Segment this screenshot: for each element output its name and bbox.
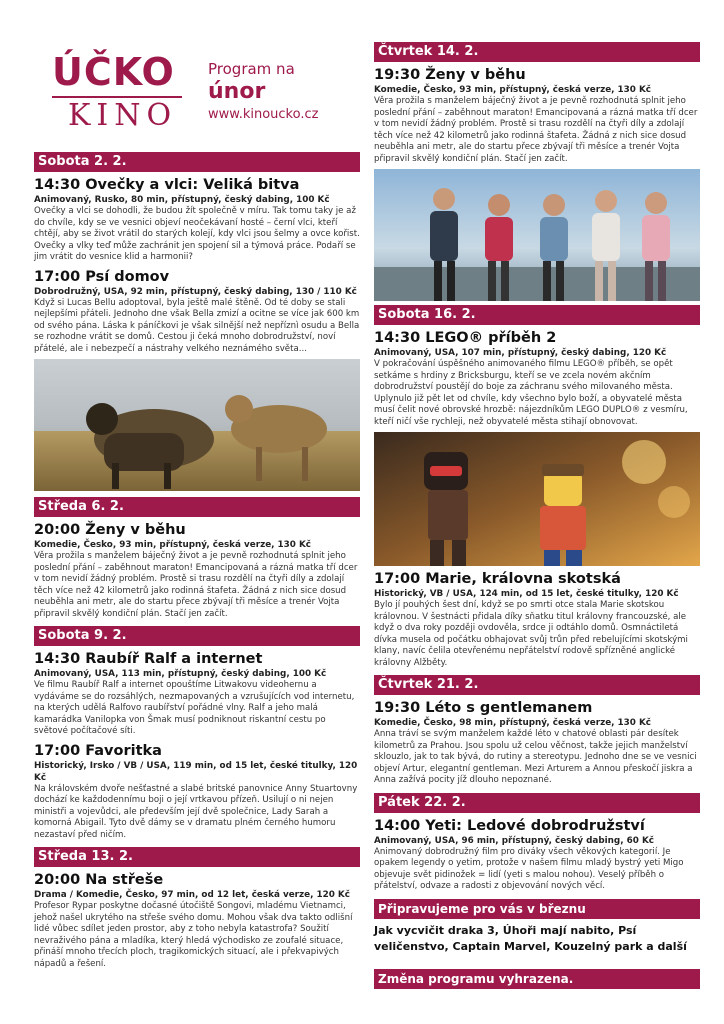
day-header: Sobota 9. 2.: [34, 626, 360, 646]
movie-title: 17:00 Marie, královna skotská: [374, 571, 621, 587]
runners-photo-image: [374, 169, 700, 301]
upcoming-list: Jak vycvičit draka 3, Úhoři mají nabito, Psí veličenstvo, Captain Marvel, Kouzelný park a další: [374, 923, 687, 953]
movie-entry: [34, 268, 360, 356]
movie-entry: [374, 570, 700, 669]
movie-entry: [374, 699, 700, 787]
movie-description: Animovaný dobrodružný film pro diváky všech věkových kategorií. Je opakem legendy o yetim, protože v našem filmu mladý bystrý yeti Migo objevuje svět pidinožek = lidí (yeti s malou nohou). Veselý příběh o přátelství, odvaze a radosti z objevování nových věcí.: [374, 846, 684, 891]
right-column: [374, 42, 700, 989]
ucko-kino-logo: [50, 48, 188, 140]
movie-meta: Historický, Irsko / VB / USA, 119 min, od 15 let, české titulky, 120 Kč: [34, 760, 358, 783]
lego-photo-image: [374, 432, 700, 566]
movie-meta: Historický, VB / USA, 124 min, od 15 let, české titulky, 120 Kč: [374, 589, 679, 599]
movie-title: 19:30 Léto s gentlemanem: [374, 700, 593, 716]
movie-meta: Komedie, Česko, 93 min, přístupný, česká verze, 130 Kč: [34, 540, 312, 550]
movie-entry: [34, 176, 360, 264]
movie-title: 20:00 Ženy v běhu: [34, 522, 186, 538]
movie-meta: Drama / Komedie, Česko, 97 min, od 12 let, česká verze, 120 Kč: [34, 890, 350, 900]
day-header: Středa 13. 2.: [34, 847, 360, 867]
movie-meta: Animovaný, Rusko, 80 min, přístupný, český dabing, 100 Kč: [34, 195, 330, 205]
movie-meta: Komedie, Česko, 93 min, přístupný, česká verze, 130 Kč: [374, 85, 652, 95]
movie-entry: [34, 650, 360, 738]
day-header: Čtvrtek 21. 2.: [374, 675, 700, 695]
movie-description: Na královském dvoře nešťastné a slabé britské panovnice Anny Stuartovny dochází ke každodennímu boji o její vrtkavou přízeň. Usilují o ni nejen ministři a vojevůdci, ale především její dvě společnice, Lady Sarah a komorná Abigail. Tyto dvě dámy se v dramatu plném černého humoru nezastaví před ničím.: [34, 783, 358, 840]
lego-photo: [374, 432, 700, 566]
movie-description: Ovečky a vlci se dohodli, že budou žít společně v míru. Tak tomu taky je až do chvíle, kdy se ve vesnici objeví neočekávaní hosté – černí vlci, kteří chtějí, aby se život vrátil do starých kolejí, kdy vlci jsou šelmy a ovce kořist. Ovečky a vlky teď může zachránit jen spojení sil a týmová práce. Podaří se jim vrátit do vesnice klid a harmonii?: [34, 206, 360, 262]
program-label: Program na: [208, 60, 295, 78]
movie-entry: [34, 742, 360, 842]
movie-entry: [374, 329, 700, 428]
logo-top-text: ÚČKO: [52, 50, 175, 94]
movie-title: 14:30 Raubíř Ralf a internet: [34, 651, 263, 667]
movie-title: 17:00 Psí domov: [34, 268, 170, 285]
upcoming-header: Připravujeme pro vás v březnu: [374, 899, 700, 919]
dogs-photo: [34, 359, 360, 491]
movie-entry: [34, 871, 360, 970]
movie-meta: Animovaný, USA, 113 min, přístupný, český dabing, 100 Kč: [34, 669, 327, 679]
movie-meta: Komedie, Česko, 98 min, přístupný, česká verze, 130 Kč: [374, 718, 652, 728]
movie-title: 17:00 Favoritka: [34, 742, 162, 759]
left-column: [34, 152, 360, 970]
logo-bottom-text: KINO: [68, 98, 178, 133]
movie-entry: [374, 817, 700, 893]
movie-description: Bylo jí pouhých šest dní, když se po smrti otce stala Marie skotskou královnou. V šestnácti přidala díky sňatku titul královny francouzské, ale když o dva roky později ovdověla, srdce ji odtáhlo domů. Osmnáctiletá dívka musela od počátku obhajovat svůj trůn před rebelujícími skotskými klany, navíc čelila otevřenému nepřátelství rodově spřízněné anglické královny Alžběty.: [374, 600, 688, 668]
movie-meta: Dobrodružný, USA, 92 min, přístupný, český dabing, 130 / 110 Kč: [34, 286, 357, 297]
day-header: Sobota 2. 2.: [34, 152, 360, 172]
movie-meta: Animovaný, USA, 107 min, přístupný, český dabing, 120 Kč: [374, 348, 667, 358]
runners-photo: [374, 169, 700, 301]
movie-title: 14:30 Ovečky a vlci: Veliká bitva: [34, 177, 300, 193]
movie-description: Když si Lucas Bellu adoptoval, byla ještě malé štěně. Od té doby se stali nejlepšími přáteli. Jednoho dne však Bella zmizí a ocitne se více jak 600 km od svého pána. Láska k páníčkovi je však silnější než nepříznì osudu a Bella se rozhodne vrátit se domů. Cestou ji čeká mnoho dobrodružství, noví přátelé, ale i nebezpečí a nástrahy velkého neznámého světa...: [34, 297, 360, 354]
movie-title: 14:00 Yeti: Ledové dobrodružství: [374, 817, 645, 834]
movie-description: Věra prožila s manželem báječný život a je pevně rozhodnutá splnit jeho poslední přání – zaběhnout maraton! Emancipovaná a rázná matka tří dcer v tom nevidí žádný problém. Prostě si trasu rozdělí na čtyři díly a zdolají těch více než 42 kilometrů jako rodinná štafeta. Žádná z nich sice dosud neuběhla ani metr, ale do startu přece zbývají tři měsíce a trenér Vojta připravil skvělý kondiční plán. Stačí jen začít.: [34, 551, 358, 619]
movie-description: Profesor Rypar poskytne dočasné útočiště Songovi, mladému Vietnamci, jehož našel ukrytého na střeše svého domu. Mohou však dva takto odlišní lidé vůbec sdílet jeden prostor, aby z toho nebyla katastrofa? Soužití nevraživého pána a mladíka, který hledá východisko ze zoufalé situace, přináší mnoho třecích ploch, tragikomických situací, ale i překvapivých nápadů a řešení.: [34, 901, 353, 969]
program-heading: [208, 60, 318, 124]
website-link[interactable]: www.kinoucko.cz: [208, 107, 319, 122]
page-header: [50, 48, 350, 140]
day-header: Pátek 22. 2.: [374, 793, 700, 813]
program-month: únor: [208, 79, 266, 104]
movie-description: Anna tráví se svým manželem každé léto v chatové oblasti pár desítek kilometrů za Prahou. Jsou spolu už celou věčnost, takže jejich manželství sklouzlo, jak to tak bývá, do rutiny a stereotypu. Jednoho dne se ve vesnici objeví Artur, elegantní gentleman. Mezi Arturem a Annou přeskočí jiskra a Anna zažívá pocity jíž dlouho nepoznané.: [374, 729, 697, 785]
day-header: Středa 6. 2.: [34, 497, 360, 517]
movie-title: 19:30 Ženy v běhu: [374, 67, 526, 83]
movie-description: V pokračování úspěšného animovaného filmu LEGO® příběh, se opět setkáme s hrdiny z Bricksburgu, kteří se ve zcela novém akčním dobrodružství poustějí do boje za záchranu svého milovaného města. Uplynulo již pět let od chvíle, kdy všechno bylo boží, a obyvatelé města musí čelit nové obrovské hrozbě: nájezdníkům LEGO DUPLO® z vesmíru, kteří ničí vše rychleji, než obyvatelé města stihají obnovovat.: [374, 359, 688, 427]
day-header: Sobota 16. 2.: [374, 305, 700, 325]
movie-entry: [374, 66, 700, 165]
movie-description: Ve filmu Raubíř Ralf a internet opouštíme Litwakovu videohernu a vydáváme se do rozsáhlých, nezmapovaných a vzrušujících vod internetu, na kterých udělá Ralfovo raubířství pořádné vlny. Ralf a jeho malá kamarádka Vanilopka von Šmak musí podniknout riskantní cestu po světové počítačové síti.: [34, 680, 355, 736]
movie-title: 20:00 Na střeše: [34, 872, 164, 888]
movie-entry: [34, 521, 360, 620]
movie-description: Věra prožila s manželem báječný život a je pevně rozhodnutá splnit jeho poslední přání – zaběhnout maraton! Emancipovaná a rázná matka tří dcer v tom nevidí žádný problém. Prostě si trasu rozdělí na čtyři díly a zdolají těch více než 42 kilometrů jako rodinná štafeta. Žádná z nich sice dosud neuběhla ani metr, ale do startu přece zbývají tři měsíce a trenér Vojta připravil skvělý kondiční plán. Stačí jen začít.: [374, 96, 698, 164]
movie-meta: Animovaný, USA, 96 min, přístupný, český dabing, 60 Kč: [374, 835, 654, 846]
program-change-notice: Změna programu vyhrazena.: [374, 969, 700, 989]
movie-title: 14:30 LEGO® příběh 2: [374, 330, 557, 346]
dogs-photo-image: [34, 359, 360, 491]
day-header: Čtvrtek 14. 2.: [374, 42, 700, 62]
